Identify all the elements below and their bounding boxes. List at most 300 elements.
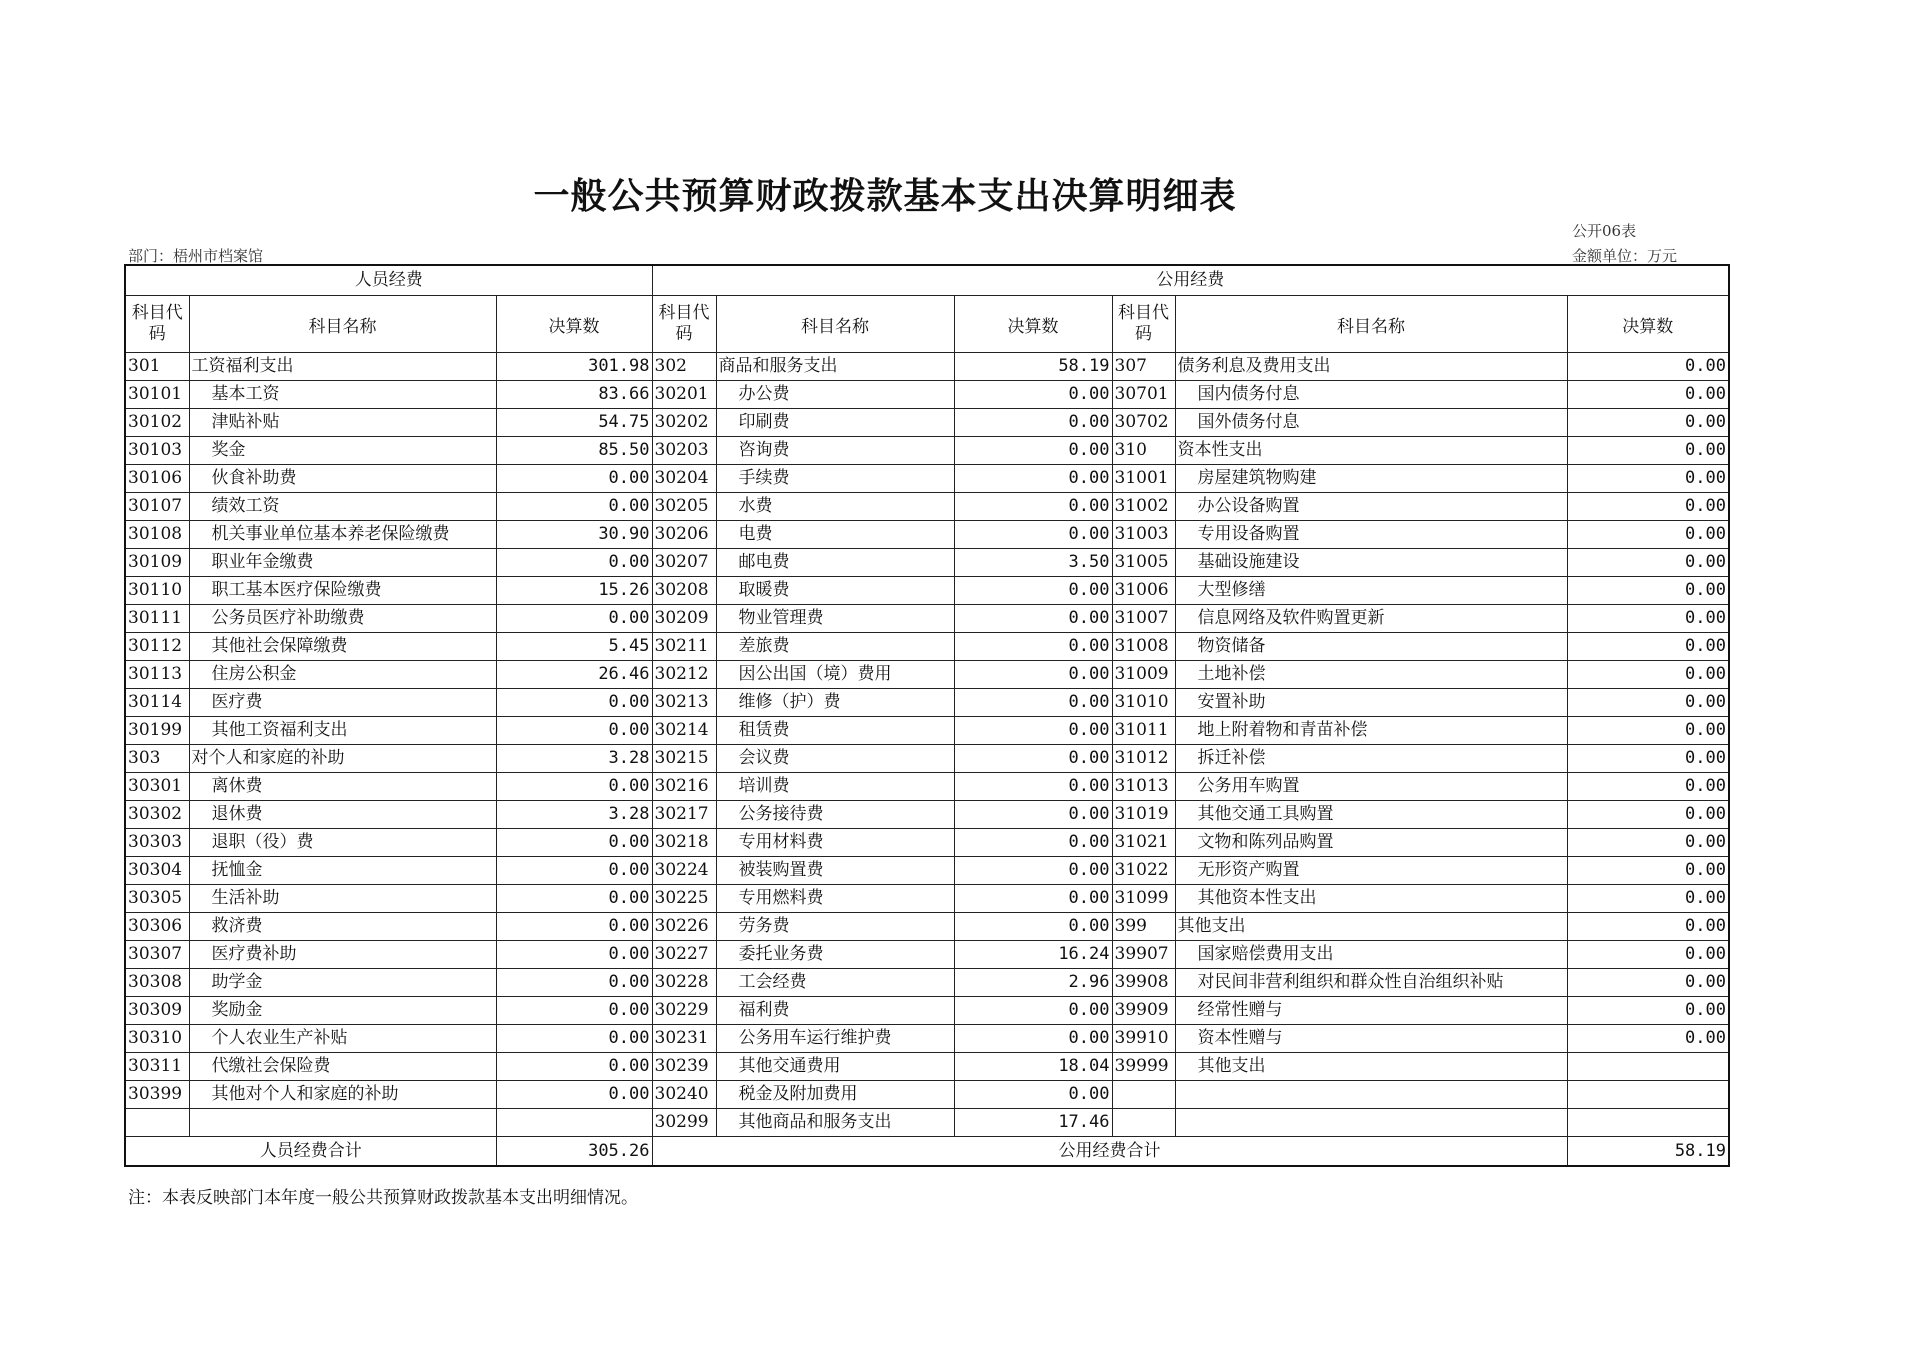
table-row (125, 381, 1729, 409)
name-cell: 税金及附加费用 (716, 1081, 954, 1109)
name-cell: 其他支出 (1175, 1053, 1567, 1081)
name-cell: 其他交通费用 (716, 1053, 954, 1081)
code-cell: 30305 (125, 885, 189, 913)
code-cell: 30231 (652, 1025, 716, 1053)
name-cell: 取暖费 (716, 577, 954, 605)
amount-cell: 0.00 (954, 465, 1112, 493)
name-cell: 奖励金 (189, 997, 496, 1025)
code-cell: 30206 (652, 521, 716, 549)
code-cell: 30227 (652, 941, 716, 969)
amount-cell: 0.00 (1567, 969, 1729, 997)
code-cell: 39910 (1112, 1025, 1175, 1053)
name-cell: 福利费 (716, 997, 954, 1025)
code-cell: 30701 (1112, 381, 1175, 409)
table-row (125, 717, 1729, 745)
amount-cell (1567, 1053, 1729, 1081)
amount-cell: 0.00 (496, 997, 652, 1025)
amount-cell (496, 1109, 652, 1137)
name-cell: 公务接待费 (716, 801, 954, 829)
amount-cell (1567, 1081, 1729, 1109)
amount-cell: 0.00 (1567, 857, 1729, 885)
name-cell: 资本性支出 (1175, 437, 1567, 465)
table-row (125, 437, 1729, 465)
name-cell: 资本性赠与 (1175, 1025, 1567, 1053)
code-cell: 30110 (125, 577, 189, 605)
name-cell: 印刷费 (716, 409, 954, 437)
amount-cell: 0.00 (1567, 829, 1729, 857)
name-cell: 医疗费 (189, 689, 496, 717)
amount-cell: 3.28 (496, 745, 652, 773)
code-cell: 30216 (652, 773, 716, 801)
name-cell: 维修（护）费 (716, 689, 954, 717)
amount-cell: 0.00 (1567, 1025, 1729, 1053)
amount-cell: 0.00 (1567, 913, 1729, 941)
personnel-total-label: 人员经费合计 (125, 1137, 496, 1167)
code-cell: 302 (652, 353, 716, 381)
amount-cell: 0.00 (1567, 689, 1729, 717)
name-header: 科目名称 (189, 296, 496, 353)
amount-cell: 0.00 (1567, 549, 1729, 577)
name-cell: 物业管理费 (716, 605, 954, 633)
amount-cell: 0.00 (496, 493, 652, 521)
amount-cell: 0.00 (954, 605, 1112, 633)
table-row (125, 997, 1729, 1025)
code-cell: 30225 (652, 885, 716, 913)
code-cell: 30702 (1112, 409, 1175, 437)
name-cell: 安置补助 (1175, 689, 1567, 717)
amount-cell: 0.00 (496, 717, 652, 745)
code-cell: 30311 (125, 1053, 189, 1081)
table-row (125, 605, 1729, 633)
code-cell (1112, 1081, 1175, 1109)
amount-cell: 18.04 (954, 1053, 1112, 1081)
name-cell: 奖金 (189, 437, 496, 465)
section-header-row (125, 265, 1729, 296)
public-section-header: 公用经费 (652, 265, 1729, 296)
column-header-row (125, 296, 1729, 353)
code-cell: 30302 (125, 801, 189, 829)
name-cell: 退休费 (189, 801, 496, 829)
code-cell: 39909 (1112, 997, 1175, 1025)
code-cell: 30214 (652, 717, 716, 745)
name-cell: 个人农业生产补贴 (189, 1025, 496, 1053)
code-cell: 30228 (652, 969, 716, 997)
table-row (125, 465, 1729, 493)
public-total-label: 公用经费合计 (652, 1137, 1567, 1167)
name-cell: 基本工资 (189, 381, 496, 409)
name-cell: 咨询费 (716, 437, 954, 465)
name-cell: 劳务费 (716, 913, 954, 941)
code-cell: 30224 (652, 857, 716, 885)
table-row (125, 885, 1729, 913)
code-cell: 30310 (125, 1025, 189, 1053)
code-cell: 30309 (125, 997, 189, 1025)
amount-cell: 0.00 (1567, 493, 1729, 521)
amount-cell: 0.00 (1567, 717, 1729, 745)
code-cell: 30215 (652, 745, 716, 773)
code-cell: 30103 (125, 437, 189, 465)
amount-cell: 58.19 (954, 353, 1112, 381)
amount-cell: 0.00 (496, 1053, 652, 1081)
amount-cell: 0.00 (1567, 801, 1729, 829)
name-cell: 拆迁补偿 (1175, 745, 1567, 773)
table-row (125, 829, 1729, 857)
table-row (125, 857, 1729, 885)
code-cell: 30217 (652, 801, 716, 829)
name-cell: 会议费 (716, 745, 954, 773)
code-cell: 30308 (125, 969, 189, 997)
code-cell: 30399 (125, 1081, 189, 1109)
table-row (125, 521, 1729, 549)
amount-cell: 0.00 (1567, 745, 1729, 773)
code-cell: 30108 (125, 521, 189, 549)
name-cell: 因公出国（境）费用 (716, 661, 954, 689)
unit-label: 金额单位：万元 (1572, 247, 1678, 265)
name-cell: 培训费 (716, 773, 954, 801)
name-cell: 房屋建筑物购建 (1175, 465, 1567, 493)
amount-cell: 0.00 (954, 997, 1112, 1025)
amount-header: 决算数 (1567, 296, 1729, 353)
code-cell: 30212 (652, 661, 716, 689)
amount-cell: 0.00 (496, 773, 652, 801)
name-cell: 其他资本性支出 (1175, 885, 1567, 913)
code-cell: 31099 (1112, 885, 1175, 913)
name-cell: 工会经费 (716, 969, 954, 997)
name-cell: 对个人和家庭的补助 (189, 745, 496, 773)
code-cell: 31002 (1112, 493, 1175, 521)
name-cell: 邮电费 (716, 549, 954, 577)
code-cell: 39999 (1112, 1053, 1175, 1081)
name-cell: 国外债务付息 (1175, 409, 1567, 437)
amount-cell: 0.00 (496, 549, 652, 577)
code-cell: 31011 (1112, 717, 1175, 745)
table-row (125, 913, 1729, 941)
code-cell: 39908 (1112, 969, 1175, 997)
name-cell: 债务利息及费用支出 (1175, 353, 1567, 381)
code-cell: 31008 (1112, 633, 1175, 661)
amount-cell: 0.00 (1567, 997, 1729, 1025)
amount-cell: 0.00 (1567, 381, 1729, 409)
amount-cell: 0.00 (496, 465, 652, 493)
amount-cell: 0.00 (954, 577, 1112, 605)
name-cell: 其他商品和服务支出 (716, 1109, 954, 1137)
form-number: 公开06表 (1572, 222, 1637, 240)
amount-cell: 26.46 (496, 661, 652, 689)
amount-cell: 0.00 (954, 745, 1112, 773)
name-cell: 职业年金缴费 (189, 549, 496, 577)
name-cell: 其他社会保障缴费 (189, 633, 496, 661)
name-cell: 办公设备购置 (1175, 493, 1567, 521)
name-cell: 专用设备购置 (1175, 521, 1567, 549)
code-cell: 31003 (1112, 521, 1175, 549)
name-cell: 基础设施建设 (1175, 549, 1567, 577)
code-cell: 30226 (652, 913, 716, 941)
code-cell: 30307 (125, 941, 189, 969)
amount-cell: 0.00 (496, 829, 652, 857)
table-row (125, 353, 1729, 381)
code-cell: 30239 (652, 1053, 716, 1081)
amount-cell: 2.96 (954, 969, 1112, 997)
amount-cell: 0.00 (496, 1025, 652, 1053)
personnel-section-header: 人员经费 (125, 265, 652, 296)
name-cell: 绩效工资 (189, 493, 496, 521)
amount-cell: 0.00 (1567, 437, 1729, 465)
department-label: 部门：梧州市档案馆 (128, 247, 264, 265)
name-cell: 商品和服务支出 (716, 353, 954, 381)
code-cell: 30112 (125, 633, 189, 661)
amount-header: 决算数 (496, 296, 652, 353)
amount-cell: 17.46 (954, 1109, 1112, 1137)
amount-cell: 0.00 (1567, 465, 1729, 493)
code-cell: 30213 (652, 689, 716, 717)
code-cell: 31007 (1112, 605, 1175, 633)
amount-cell: 301.98 (496, 353, 652, 381)
name-cell: 公务用车购置 (1175, 773, 1567, 801)
name-cell: 其他工资福利支出 (189, 717, 496, 745)
name-cell: 办公费 (716, 381, 954, 409)
code-cell: 30204 (652, 465, 716, 493)
page-title: 一般公共预算财政拨款基本支出决算明细表 (533, 176, 1237, 217)
amount-cell (1567, 1109, 1729, 1137)
amount-cell: 0.00 (1567, 633, 1729, 661)
name-cell: 其他支出 (1175, 913, 1567, 941)
name-cell: 手续费 (716, 465, 954, 493)
code-cell: 30301 (125, 773, 189, 801)
code-cell: 30299 (652, 1109, 716, 1137)
amount-cell: 0.00 (496, 689, 652, 717)
amount-cell: 5.45 (496, 633, 652, 661)
name-cell: 抚恤金 (189, 857, 496, 885)
code-cell: 30109 (125, 549, 189, 577)
amount-cell: 0.00 (954, 437, 1112, 465)
name-cell (1175, 1109, 1567, 1137)
table-row (125, 941, 1729, 969)
code-cell: 310 (1112, 437, 1175, 465)
amount-cell: 54.75 (496, 409, 652, 437)
name-cell: 生活补助 (189, 885, 496, 913)
name-cell: 大型修缮 (1175, 577, 1567, 605)
amount-cell: 0.00 (496, 969, 652, 997)
name-cell: 住房公积金 (189, 661, 496, 689)
table-row (125, 661, 1729, 689)
footnote: 注：本表反映部门本年度一般公共预算财政拨款基本支出明细情况。 (128, 1188, 638, 1208)
code-cell: 31006 (1112, 577, 1175, 605)
name-cell: 公务用车运行维护费 (716, 1025, 954, 1053)
name-cell: 地上附着物和青苗补偿 (1175, 717, 1567, 745)
amount-cell: 0.00 (496, 941, 652, 969)
name-cell: 伙食补助费 (189, 465, 496, 493)
name-cell: 机关事业单位基本养老保险缴费 (189, 521, 496, 549)
amount-cell: 0.00 (496, 857, 652, 885)
name-cell: 国内债务付息 (1175, 381, 1567, 409)
code-cell: 30205 (652, 493, 716, 521)
name-cell: 工资福利支出 (189, 353, 496, 381)
amount-cell: 0.00 (496, 605, 652, 633)
table-row (125, 1109, 1729, 1137)
name-cell: 物资储备 (1175, 633, 1567, 661)
amount-cell: 30.90 (496, 521, 652, 549)
amount-cell: 0.00 (954, 381, 1112, 409)
amount-cell: 0.00 (954, 633, 1112, 661)
name-cell: 租赁费 (716, 717, 954, 745)
personnel-total-value: 305.26 (496, 1137, 652, 1167)
code-cell: 30229 (652, 997, 716, 1025)
name-cell: 离休费 (189, 773, 496, 801)
code-cell: 399 (1112, 913, 1175, 941)
totals-row (125, 1137, 1729, 1167)
amount-cell: 0.00 (496, 913, 652, 941)
table-row (125, 549, 1729, 577)
code-cell: 30208 (652, 577, 716, 605)
name-cell: 委托业务费 (716, 941, 954, 969)
amount-cell: 0.00 (954, 801, 1112, 829)
code-cell: 30101 (125, 381, 189, 409)
table-row (125, 745, 1729, 773)
name-cell: 文物和陈列品购置 (1175, 829, 1567, 857)
code-cell (125, 1109, 189, 1137)
table-row (125, 1053, 1729, 1081)
amount-cell: 0.00 (954, 717, 1112, 745)
code-cell: 30106 (125, 465, 189, 493)
code-cell: 30303 (125, 829, 189, 857)
name-cell: 救济费 (189, 913, 496, 941)
code-cell: 31001 (1112, 465, 1175, 493)
table-row (125, 1081, 1729, 1109)
amount-header: 决算数 (954, 296, 1112, 353)
name-cell: 代缴社会保险费 (189, 1053, 496, 1081)
name-cell: 土地补偿 (1175, 661, 1567, 689)
amount-cell: 0.00 (1567, 521, 1729, 549)
amount-cell: 0.00 (1567, 353, 1729, 381)
amount-cell: 0.00 (496, 885, 652, 913)
amount-cell: 0.00 (496, 1081, 652, 1109)
amount-cell: 0.00 (954, 661, 1112, 689)
name-cell: 经常性赠与 (1175, 997, 1567, 1025)
code-cell: 30102 (125, 409, 189, 437)
name-cell: 专用材料费 (716, 829, 954, 857)
name-cell: 被装购置费 (716, 857, 954, 885)
code-cell: 31019 (1112, 801, 1175, 829)
expenditure-table (124, 264, 1730, 1167)
code-cell: 30306 (125, 913, 189, 941)
amount-cell: 0.00 (1567, 885, 1729, 913)
amount-cell: 0.00 (954, 857, 1112, 885)
name-cell: 津贴补贴 (189, 409, 496, 437)
name-cell: 国家赔偿费用支出 (1175, 941, 1567, 969)
amount-cell: 0.00 (954, 409, 1112, 437)
code-cell: 30107 (125, 493, 189, 521)
name-cell: 电费 (716, 521, 954, 549)
amount-cell: 0.00 (1567, 941, 1729, 969)
code-cell: 30201 (652, 381, 716, 409)
table-row (125, 1025, 1729, 1053)
code-cell: 307 (1112, 353, 1175, 381)
name-cell: 医疗费补助 (189, 941, 496, 969)
amount-cell: 85.50 (496, 437, 652, 465)
table-row (125, 969, 1729, 997)
code-cell: 31005 (1112, 549, 1175, 577)
code-cell: 30209 (652, 605, 716, 633)
code-cell: 30114 (125, 689, 189, 717)
amount-cell: 3.50 (954, 549, 1112, 577)
amount-cell: 0.00 (1567, 577, 1729, 605)
name-cell: 水费 (716, 493, 954, 521)
code-cell: 30113 (125, 661, 189, 689)
amount-cell: 15.26 (496, 577, 652, 605)
code-cell: 30207 (652, 549, 716, 577)
code-cell: 31013 (1112, 773, 1175, 801)
amount-cell: 83.66 (496, 381, 652, 409)
name-cell: 职工基本医疗保险缴费 (189, 577, 496, 605)
table-row (125, 773, 1729, 801)
code-cell: 30203 (652, 437, 716, 465)
amount-cell: 0.00 (1567, 409, 1729, 437)
code-cell: 30199 (125, 717, 189, 745)
code-header: 科目代码 (125, 296, 189, 353)
amount-cell: 0.00 (954, 689, 1112, 717)
table-row (125, 409, 1729, 437)
amount-cell: 0.00 (954, 885, 1112, 913)
name-cell: 助学金 (189, 969, 496, 997)
code-cell: 31009 (1112, 661, 1175, 689)
name-cell: 公务员医疗补助缴费 (189, 605, 496, 633)
code-cell: 30304 (125, 857, 189, 885)
amount-cell: 0.00 (954, 829, 1112, 857)
code-cell: 30218 (652, 829, 716, 857)
code-cell: 303 (125, 745, 189, 773)
name-cell: 差旅费 (716, 633, 954, 661)
amount-cell: 0.00 (1567, 661, 1729, 689)
name-cell: 退职（役）费 (189, 829, 496, 857)
code-cell (1112, 1109, 1175, 1137)
code-cell: 30202 (652, 409, 716, 437)
name-cell: 无形资产购置 (1175, 857, 1567, 885)
table-row (125, 493, 1729, 521)
amount-cell: 16.24 (954, 941, 1112, 969)
name-cell (1175, 1081, 1567, 1109)
name-cell: 其他对个人和家庭的补助 (189, 1081, 496, 1109)
amount-cell: 0.00 (1567, 605, 1729, 633)
code-header: 科目代码 (652, 296, 716, 353)
amount-cell: 0.00 (954, 913, 1112, 941)
amount-cell: 0.00 (954, 521, 1112, 549)
code-cell: 30111 (125, 605, 189, 633)
table-row (125, 633, 1729, 661)
code-cell: 31012 (1112, 745, 1175, 773)
code-cell: 31022 (1112, 857, 1175, 885)
amount-cell: 0.00 (1567, 773, 1729, 801)
code-cell: 39907 (1112, 941, 1175, 969)
amount-cell: 0.00 (954, 1081, 1112, 1109)
code-cell: 30211 (652, 633, 716, 661)
public-total-value: 58.19 (1567, 1137, 1729, 1167)
code-cell: 301 (125, 353, 189, 381)
table-row (125, 689, 1729, 717)
table-row (125, 801, 1729, 829)
name-cell: 对民间非营利组织和群众性自治组织补贴 (1175, 969, 1567, 997)
code-cell: 30240 (652, 1081, 716, 1109)
name-cell: 专用燃料费 (716, 885, 954, 913)
name-cell: 其他交通工具购置 (1175, 801, 1567, 829)
name-cell (189, 1109, 496, 1137)
amount-cell: 0.00 (954, 1025, 1112, 1053)
name-header: 科目名称 (716, 296, 954, 353)
code-header: 科目代码 (1112, 296, 1175, 353)
name-header: 科目名称 (1175, 296, 1567, 353)
code-cell: 31021 (1112, 829, 1175, 857)
amount-cell: 0.00 (954, 493, 1112, 521)
code-cell: 31010 (1112, 689, 1175, 717)
